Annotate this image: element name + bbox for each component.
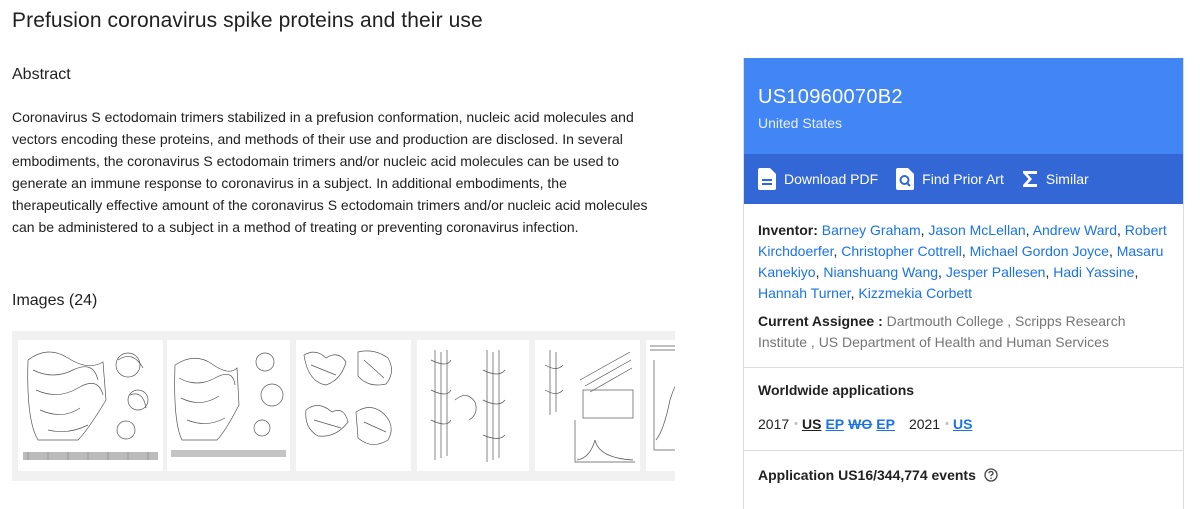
similar-label: Similar (1045, 171, 1089, 187)
image-thumbnail[interactable] (646, 340, 675, 471)
assignee-text: Dartmouth College , Scripps Research Institute , US Department of Health and Human Services (758, 313, 1126, 350)
help-circle-icon[interactable] (984, 468, 998, 482)
inventor-link[interactable]: Jason McLellan (928, 222, 1026, 238)
worldwide-applications-title: Worldwide applications (758, 382, 915, 398)
application-code-link[interactable]: US (952, 416, 973, 432)
inventor-link[interactable]: Andrew Ward (1032, 222, 1117, 238)
inventor-list: Inventor: Barney Graham, Jason McLellan, Andrew Ward, Robert Kirchdoerfer, Christopher Cottrell, Michael Gordon Joyce, Masaru Kanekiyo, Nianshuang Wang, Jesper Pallesen, Hadi Yassine, Hannah Turner, Kizzmekia Corbett (758, 222, 1167, 301)
patent-action-bar (744, 154, 1183, 204)
application-code-link[interactable]: EP (876, 416, 895, 432)
image-thumbnail[interactable] (167, 340, 290, 471)
assignee-block (758, 311, 1169, 353)
application-events-row (744, 451, 1183, 483)
patent-header (744, 58, 1183, 154)
inventor-link[interactable]: Christopher Cottrell (841, 243, 962, 259)
application-code-link[interactable]: WO (848, 416, 873, 432)
download-pdf-label: Download PDF (784, 171, 879, 187)
inventor-link[interactable]: Barney Graham (821, 222, 921, 238)
separator-dot: • (945, 418, 949, 430)
pdf-document-icon (758, 168, 776, 190)
image-thumbnail-strip[interactable] (12, 331, 675, 481)
page-title: Prefusion coronavirus spike proteins and their use (12, 9, 483, 32)
find-prior-art-icon (896, 168, 914, 190)
find-prior-art-button[interactable] (896, 168, 1004, 190)
application-year: 2017 (758, 416, 790, 432)
inventor-label: Inventor: (758, 222, 818, 238)
inventor-link[interactable]: Masaru Kanekiyo (758, 243, 1164, 280)
application-code-link[interactable]: US (802, 416, 822, 432)
find-prior-art-label: Find Prior Art (922, 171, 1004, 187)
image-thumbnail[interactable] (18, 340, 163, 471)
worldwide-applications-row (758, 416, 1169, 432)
patent-country: United States (758, 115, 843, 131)
assignee-label: Current Assignee : (758, 313, 883, 329)
inventor-link[interactable]: Hadi Yassine (1053, 264, 1135, 280)
image-thumbnail[interactable] (296, 340, 411, 471)
download-pdf-button[interactable] (758, 168, 878, 190)
application-events-label: Application US16/344,774 events (758, 467, 976, 483)
inventor-link[interactable]: Robert Kirchdoerfer (758, 222, 1167, 259)
worldwide-applications (744, 368, 1183, 451)
image-thumbnail[interactable] (535, 340, 640, 471)
image-thumbnail[interactable] (417, 340, 529, 471)
separator-dot: • (794, 418, 799, 430)
application-code-link[interactable]: EP (825, 416, 845, 432)
inventor-link[interactable]: Jesper Pallesen (945, 264, 1046, 280)
patent-sidebar (743, 58, 1184, 509)
inventor-link[interactable]: Kizzmekia Corbett (858, 285, 972, 301)
inventor-link[interactable]: Hannah Turner (758, 285, 851, 301)
abstract-text: Coronavirus S ectodomain trimers stabilized in a prefusion conformation, nucleic acid molecules and vectors encoding these proteins, and methods of their use and production are disclosed. In several embodiments, the coronavirus S ectodomain trimers and/or nucleic acid molecules can be used to generate an immune response to coronavirus in a subject. In additional embodiments, the therapeutically effective amount of the coronavirus S ectodomain trimers and/or nucleic acid molecules can be administered to a subject in a method of treating or preventing coronavirus infection. (12, 109, 648, 235)
sigma-icon (1022, 170, 1038, 188)
patent-number: US10960070B2 (758, 86, 903, 108)
similar-button[interactable] (1022, 170, 1089, 188)
inventor-link[interactable]: Michael Gordon Joyce (969, 243, 1109, 259)
application-year: 2021 (908, 416, 941, 432)
inventor-link[interactable]: Nianshuang Wang (823, 264, 939, 280)
images-heading: Images (24) (12, 292, 98, 309)
abstract-heading: Abstract (12, 66, 71, 83)
patent-metadata (744, 204, 1183, 368)
